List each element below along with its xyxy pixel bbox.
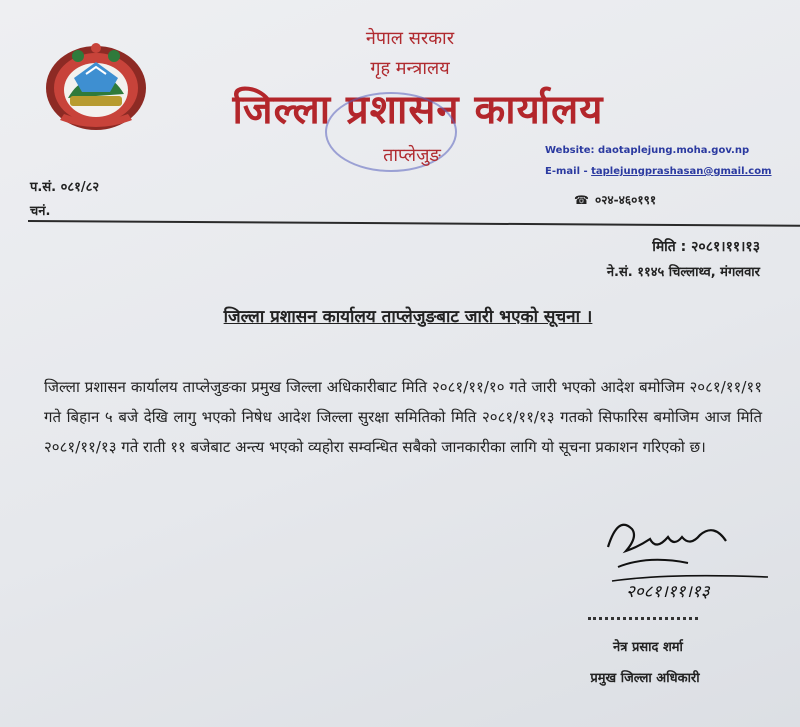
notice-title-text: जिल्ला प्रशासन कार्यालय ताप्लेजुङबाट जारी भएको सूचना । xyxy=(223,307,593,327)
government-name: नेपाल सरकार xyxy=(365,28,455,49)
phone-line xyxy=(574,191,656,208)
notice-title xyxy=(0,304,800,327)
handwritten-signature xyxy=(598,507,778,603)
handwritten-date: २०८१।११।१३ xyxy=(626,582,710,602)
phone-icon: ☎ xyxy=(574,193,589,207)
district-name: ताप्लेजुङ xyxy=(383,145,441,166)
signer-name: नेत्र प्रसाद शर्मा xyxy=(613,640,683,655)
letter-reference-number: प.सं. ०८१/८२ xyxy=(30,180,100,195)
email-line xyxy=(545,166,772,177)
office-title: जिल्ला प्रशासन कार्यालय xyxy=(232,87,604,133)
website-label: Website: xyxy=(545,145,595,156)
email-link[interactable]: taplejungprashasan@gmail.com xyxy=(591,166,772,177)
dispatch-number: चनं. xyxy=(30,204,51,219)
website-link[interactable]: daotaplejung.moha.gov.np xyxy=(598,145,750,156)
email-label: E-mail - xyxy=(545,166,588,177)
phone-number: ०२४-४६०१९१ xyxy=(594,193,657,207)
signature-dotted-line xyxy=(588,617,698,620)
ministry-name: गृह मन्त्रालय xyxy=(370,58,450,79)
nepal-sambat-date: ने.सं. ११४५ चिल्लाथ्व, मंगलवार xyxy=(606,265,760,280)
signer-title: प्रमुख जिल्ला अधिकारी xyxy=(590,671,700,686)
notice-body: जिल्ला प्रशासन कार्यालय ताप्लेजुङका प्रमुख जिल्ला अधिकारीबाट मिति २०८१/११/१० गते जारी भएको आदेश बमोजिम २०८१/११/११ गते बिहान ५ बजे देखि लागु भएको निषेध आदेश जिल्ला सुरक्षा समितिको मिति २०८१/११/१३ गतको सिफारिस बमोजिम आज मिति २०८१/११/१३ गते राती ११ बजेबाट अन्त्य भएको व्यहोरा सम्वन्धित सबैको जानकारीका लागि यो सूचना प्रकाशन गरिएको छ। xyxy=(44,378,762,456)
letter-date: मिति : २०८१।११।१३ xyxy=(652,239,760,255)
website-line xyxy=(545,145,749,156)
header-divider xyxy=(28,220,800,227)
